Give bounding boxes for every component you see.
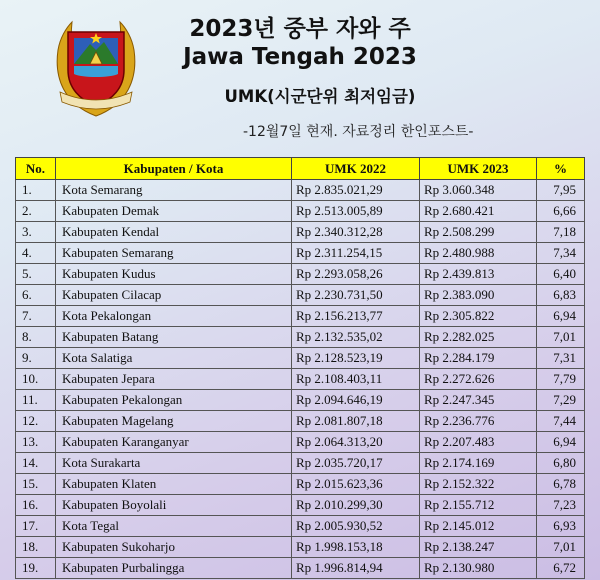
percent-change: 6,94 <box>537 306 585 327</box>
umk-2023-value: Rp 2.284.179 <box>420 348 537 369</box>
table-row <box>16 243 585 264</box>
umk-2023-value: Rp 2.480.988 <box>420 243 537 264</box>
row-number: 12. <box>16 411 56 432</box>
region-name: Kabupaten Kendal <box>56 222 292 243</box>
umk-2022-value: Rp 2.094.646,19 <box>292 390 420 411</box>
region-name: Kabupaten Demak <box>56 201 292 222</box>
row-number: 13. <box>16 432 56 453</box>
table-row <box>16 369 585 390</box>
row-number: 9. <box>16 348 56 369</box>
region-name: Kabupaten Kudus <box>56 264 292 285</box>
umk-2022-value: Rp 2.132.535,02 <box>292 327 420 348</box>
percent-change: 6,93 <box>537 516 585 537</box>
umk-2022-value: Rp 2.513.005,89 <box>292 201 420 222</box>
umk-2022-value: Rp 2.128.523,19 <box>292 348 420 369</box>
umk-2023-value: Rp 2.272.626 <box>420 369 537 390</box>
row-number: 19. <box>16 558 56 579</box>
umk-2023-value: Rp 2.152.322 <box>420 474 537 495</box>
table-row <box>16 222 585 243</box>
table-row <box>16 306 585 327</box>
percent-change: 7,18 <box>537 222 585 243</box>
umk-2022-value: Rp 2.156.213,77 <box>292 306 420 327</box>
page-title-line1: 2023년 중부 자와 주 <box>189 16 411 42</box>
umk-2023-value: Rp 2.138.247 <box>420 537 537 558</box>
region-name: Kabupaten Sukoharjo <box>56 537 292 558</box>
row-number: 7. <box>16 306 56 327</box>
umk-table <box>15 157 585 579</box>
table-row <box>16 537 585 558</box>
umk-2022-value: Rp 2.081.807,18 <box>292 411 420 432</box>
umk-2022-value: Rp 2.835.021,29 <box>292 180 420 201</box>
umk-2023-value: Rp 2.174.169 <box>420 453 537 474</box>
umk-2023-value: Rp 2.236.776 <box>420 411 537 432</box>
table-row <box>16 390 585 411</box>
region-name: Kabupaten Batang <box>56 327 292 348</box>
row-number: 3. <box>16 222 56 243</box>
percent-change: 7,01 <box>537 537 585 558</box>
umk-2023-value: Rp 2.247.345 <box>420 390 537 411</box>
percent-change: 7,95 <box>537 180 585 201</box>
table-row <box>16 201 585 222</box>
row-number: 5. <box>16 264 56 285</box>
table-row <box>16 495 585 516</box>
region-name: Kabupaten Purbalingga <box>56 558 292 579</box>
umk-2022-value: Rp 2.293.058,26 <box>292 264 420 285</box>
row-number: 8. <box>16 327 56 348</box>
table-row <box>16 474 585 495</box>
row-number: 18. <box>16 537 56 558</box>
row-number: 14. <box>16 453 56 474</box>
percent-change: 7,44 <box>537 411 585 432</box>
umk-2023-value: Rp 2.207.483 <box>420 432 537 453</box>
percent-change: 7,31 <box>537 348 585 369</box>
region-name: Kabupaten Magelang <box>56 411 292 432</box>
percent-change: 6,40 <box>537 264 585 285</box>
row-number: 15. <box>16 474 56 495</box>
percent-change: 7,29 <box>537 390 585 411</box>
header-umk-2022: UMK 2022 <box>292 158 420 180</box>
header-umk-2023: UMK 2023 <box>420 158 537 180</box>
table-header-row <box>16 158 585 180</box>
table-row <box>16 432 585 453</box>
percent-change: 7,01 <box>537 327 585 348</box>
region-name: Kabupaten Klaten <box>56 474 292 495</box>
umk-2022-value: Rp 2.035.720,17 <box>292 453 420 474</box>
umk-2022-value: Rp 2.230.731,50 <box>292 285 420 306</box>
umk-2022-value: Rp 2.015.623,36 <box>292 474 420 495</box>
umk-2022-value: Rp 1.998.153,18 <box>292 537 420 558</box>
row-number: 11. <box>16 390 56 411</box>
umk-2023-value: Rp 2.145.012 <box>420 516 537 537</box>
row-number: 1. <box>16 180 56 201</box>
umk-2023-value: Rp 2.508.299 <box>420 222 537 243</box>
umk-2023-value: Rp 2.305.822 <box>420 306 537 327</box>
row-number: 2. <box>16 201 56 222</box>
percent-change: 7,79 <box>537 369 585 390</box>
header-name: Kabupaten / Kota <box>56 158 292 180</box>
table-row <box>16 453 585 474</box>
region-name: Kabupaten Semarang <box>56 243 292 264</box>
umk-2022-value: Rp 2.010.299,30 <box>292 495 420 516</box>
region-name: Kabupaten Jepara <box>56 369 292 390</box>
umk-2023-value: Rp 2.439.813 <box>420 264 537 285</box>
header-percent: % <box>537 158 585 180</box>
row-number: 4. <box>16 243 56 264</box>
table-row <box>16 558 585 579</box>
region-name: Kota Surakarta <box>56 453 292 474</box>
umk-2023-value: Rp 2.282.025 <box>420 327 537 348</box>
table-row <box>16 348 585 369</box>
umk-2023-value: Rp 2.130.980 <box>420 558 537 579</box>
region-name: Kabupaten Pekalongan <box>56 390 292 411</box>
percent-change: 6,72 <box>537 558 585 579</box>
region-name: Kota Salatiga <box>56 348 292 369</box>
umk-2022-value: Rp 2.108.403,11 <box>292 369 420 390</box>
region-name: Kota Tegal <box>56 516 292 537</box>
region-name: Kabupaten Karanganyar <box>56 432 292 453</box>
percent-change: 7,34 <box>537 243 585 264</box>
page-subtitle: -12월7일 현재. 자료정리 한인포스트- <box>243 124 474 140</box>
row-number: 16. <box>16 495 56 516</box>
region-name: Kabupaten Cilacap <box>56 285 292 306</box>
region-name: Kabupaten Boyolali <box>56 495 292 516</box>
umk-2022-value: Rp 2.311.254,15 <box>292 243 420 264</box>
table-row <box>16 285 585 306</box>
percent-change: 6,80 <box>537 453 585 474</box>
umk-2023-value: Rp 2.680.421 <box>420 201 537 222</box>
table-row <box>16 411 585 432</box>
row-number: 6. <box>16 285 56 306</box>
umk-2022-value: Rp 2.340.312,28 <box>292 222 420 243</box>
umk-2022-value: Rp 2.005.930,52 <box>292 516 420 537</box>
table-row <box>16 180 585 201</box>
table-row <box>16 327 585 348</box>
header-no: No. <box>16 158 56 180</box>
region-name: Kota Semarang <box>56 180 292 201</box>
percent-change: 6,66 <box>537 201 585 222</box>
umk-2023-value: Rp 3.060.348 <box>420 180 537 201</box>
percent-change: 6,78 <box>537 474 585 495</box>
umk-2023-value: Rp 2.383.090 <box>420 285 537 306</box>
percent-change: 6,83 <box>537 285 585 306</box>
page-title-line2: Jawa Tengah 2023 <box>183 44 417 70</box>
umk-2022-value: Rp 2.064.313,20 <box>292 432 420 453</box>
row-number: 17. <box>16 516 56 537</box>
table-body <box>16 180 585 579</box>
page-title-line3: UMK(시군단위 최저임금) <box>224 87 416 106</box>
percent-change: 6,94 <box>537 432 585 453</box>
umk-2022-value: Rp 1.996.814,94 <box>292 558 420 579</box>
table-row <box>16 264 585 285</box>
percent-change: 7,23 <box>537 495 585 516</box>
table-row <box>16 516 585 537</box>
umk-2023-value: Rp 2.155.712 <box>420 495 537 516</box>
row-number: 10. <box>16 369 56 390</box>
region-name: Kota Pekalongan <box>56 306 292 327</box>
